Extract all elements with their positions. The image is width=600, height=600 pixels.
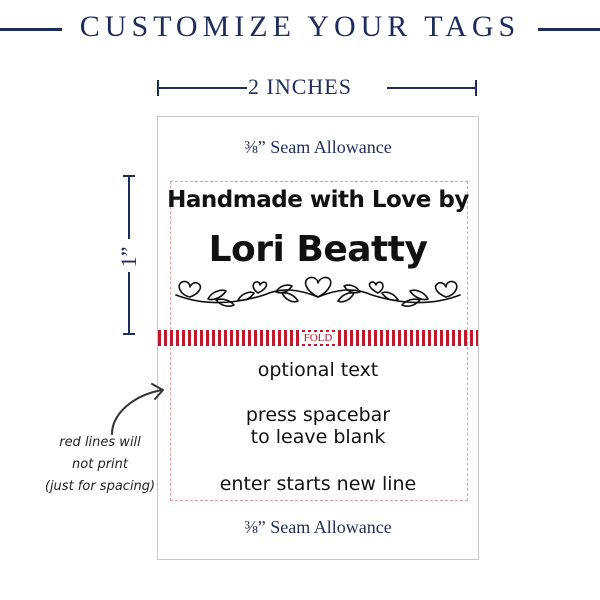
width-dimension-label: 2 INCHES xyxy=(248,74,352,99)
seam-allowance-bottom: ⅜” Seam Allowance xyxy=(244,517,392,537)
height-dim-line-bottom xyxy=(128,272,130,334)
note-line-3: (just for spacing) xyxy=(44,479,156,494)
height-dimension-label: 1” xyxy=(116,246,141,268)
height-dim-line-top xyxy=(128,175,130,239)
note-line-1: red lines will xyxy=(59,435,141,450)
seam-allowance-top: ⅜” Seam Allowance xyxy=(244,137,392,157)
heart-vine-ornament xyxy=(172,275,464,311)
height-dim-tick-bottom xyxy=(123,333,135,335)
note-line-2: not print xyxy=(72,457,128,472)
enter-new-line-text[interactable]: enter starts new line xyxy=(219,473,417,495)
page-title: CUSTOMIZE YOUR TAGS xyxy=(79,10,521,43)
spacebar-line-2[interactable]: to leave blank xyxy=(250,426,386,448)
curved-arrow-icon xyxy=(100,380,170,438)
tag-preview xyxy=(157,116,479,560)
fold-label: FOLD xyxy=(300,332,337,344)
tag-line-handmade[interactable]: Handmade with Love by xyxy=(167,187,469,213)
spacebar-line-1[interactable]: press spacebar xyxy=(245,404,391,426)
tag-line-name[interactable]: Lori Beatty xyxy=(208,229,428,270)
red-lines-note xyxy=(30,432,170,498)
optional-text-line[interactable]: optional text xyxy=(257,359,379,381)
